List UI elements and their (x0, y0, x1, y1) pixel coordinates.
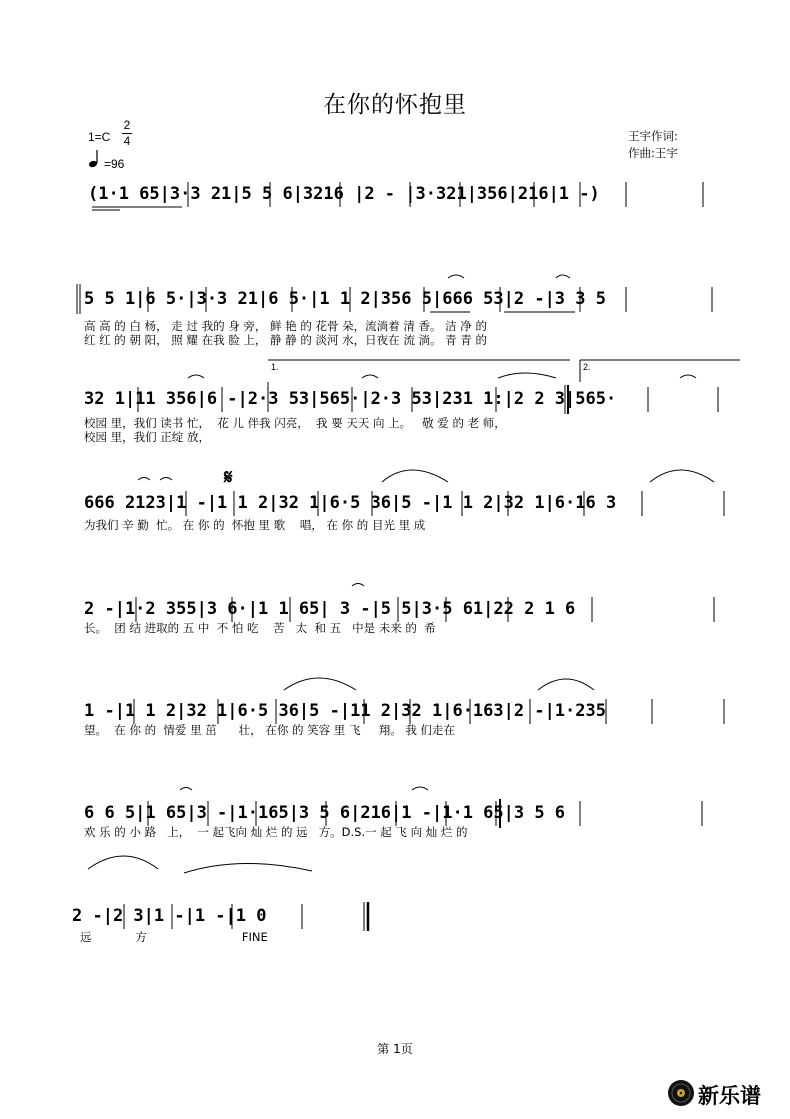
lyric-line: 校园 里，我们 正绽 放， (84, 430, 210, 444)
score-row-intro (0, 177, 790, 211)
staff-line-4 (0, 465, 790, 520)
score-row-chorus-b (0, 592, 790, 638)
staff-line-8 (0, 899, 790, 933)
lyricist-credit: 王宇作词: (628, 129, 678, 143)
segno-icon: 𝄋 (224, 465, 233, 489)
lyric-line: 红 红 的 朝 阳， 照 耀 在我 脸 上， 静 静 的 淡河 水，日夜在 流 淌。 青 青 的 (84, 333, 487, 347)
notes: 2 -|2 3|1 -|1 -|1 0 (72, 906, 267, 926)
score-row-verse-b (0, 362, 790, 444)
lyric-line: 欢 乐 的 小 路 上， 一 起飞向 灿 烂 的 远 方。D.S.一 起 飞 向 灿 烂 的 (84, 825, 468, 839)
staff-line-1 (0, 177, 790, 211)
time-numerator: 2 (123, 118, 131, 132)
tempo-marking: =96 (104, 157, 125, 171)
notes: 6 6 5|1 65|3 -|1·165|3 5 6|216|1 -|1·1 65|3 5 6 (84, 803, 566, 823)
svg-text:2.: 2. (583, 362, 591, 372)
lyric-line: 为我们 辛 勤 忙。 在 你 的 怀抱 里 歌 唱， 在 你 的 目光 里 成 (84, 518, 426, 532)
vinyl-record-icon (666, 1078, 696, 1108)
notes: 1 -|1 1 2|32 1|6·5 36|5 -|11 2|32 1|6·163|2 -|1·235 (84, 701, 606, 721)
lyric-line: 望。 在 你 的 情爱 里 茁 壮， 在你 的 笑容 里 飞 翔。 我 们走在 (84, 723, 456, 737)
score-row-ending (0, 899, 790, 945)
svg-text:1.: 1. (271, 362, 279, 372)
score-row-verse-a (0, 282, 790, 347)
time-signature (122, 118, 132, 149)
lyric-line: 长。 团 结 进取的 五 中 不 怕 吃 苦 太 和 五 中是 未来 的 希 (84, 621, 436, 635)
page-number: 第 1页 (377, 1042, 413, 1056)
notes: (1·1 65|3·3 21|5 5 6|3216 |2 - |3·321|356|216|1 -) (88, 184, 600, 204)
lyric-line: 远 方 FINE (80, 930, 268, 944)
score-row-chorus-d (0, 796, 790, 842)
score-row-chorus-a (0, 465, 790, 532)
staff-line-3 (0, 362, 790, 416)
notes: 5 5 1|6 5·|3·3 21|6 5·|1 1 2|356 5|666 53|2 -|3 3 5 (84, 289, 606, 309)
staff-line-2 (0, 282, 790, 316)
notes: 32 1|11 356|6 -|2·3 53|565·|2·3 53|231 1:|2 2 3|565· (84, 389, 617, 409)
time-denominator: 4 (123, 134, 131, 148)
brand-logo-text: 新乐谱 (698, 1084, 761, 1108)
lyric-line: 校园 里，我们 读书 忙， 花 儿 伴我 闪亮， 我 要 天天 向 上。 敬 爱 的 老 师， (84, 416, 506, 430)
notes: 666 2123|1 -|1 1 2|32 1|6·5 36|5 -|1 1 2|32 1|6·16 3 (84, 493, 617, 513)
composer-credit: 作曲:王宇 (628, 146, 678, 160)
score-row-chorus-c (0, 694, 790, 740)
lyric-line: 高 高 的 白 杨， 走 过 我的 身 旁， 鲜 艳 的 花骨 朵，流淌着 清 香。 洁 净 的 (84, 319, 487, 333)
notes: 2 -|1·2 355|3 6·|1 1 65| 3 -|5 5|3·5 61|22 2 1 6 (84, 599, 576, 619)
key-signature: 1=C (88, 130, 111, 144)
song-title: 在你的怀抱里 (323, 92, 467, 118)
